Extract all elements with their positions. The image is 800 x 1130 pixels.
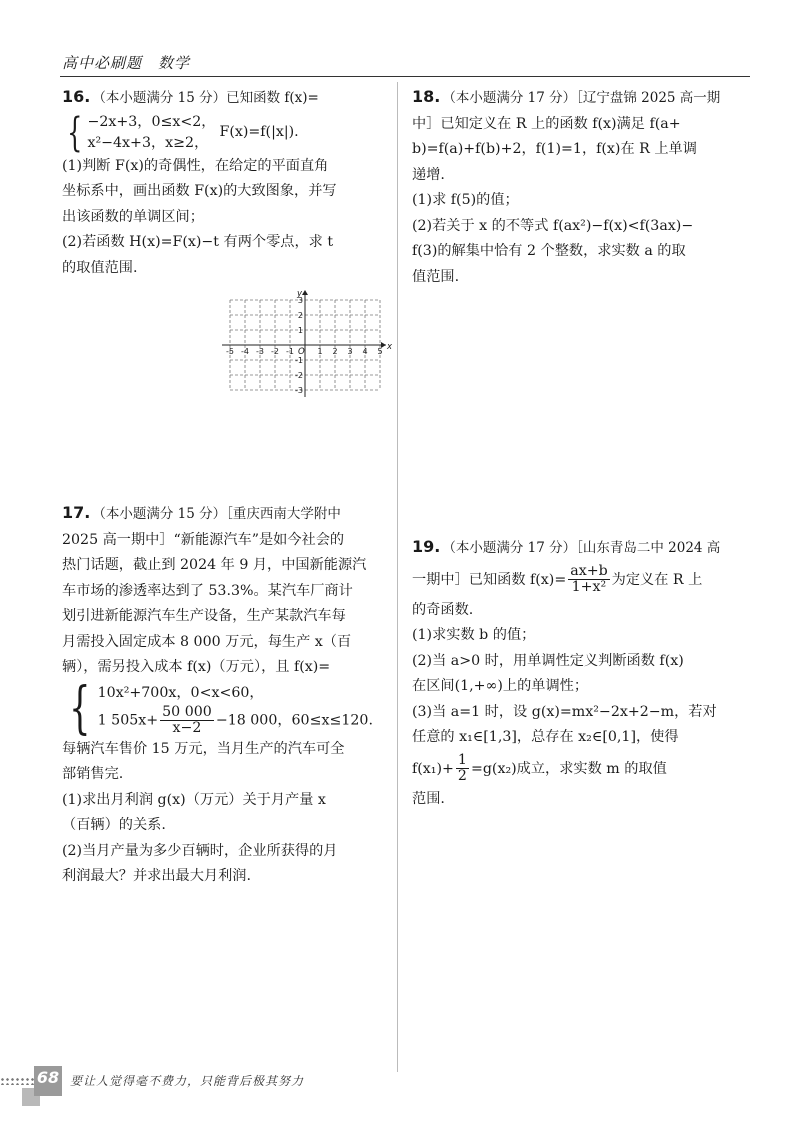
part-2-line: f(3)的解集中恰有 2 个整数，求实数 a 的取 [412,243,686,259]
part-2-line: (2)当月产量为多少百辆时，企业所获得的月 [62,842,338,859]
part-1-line: 出该函数的单调区间； [62,208,204,225]
part-2-line: 在区间(1,+∞)上的单调性； [412,678,589,694]
page-number: 68 [36,1068,60,1087]
question-number: 19. [412,537,441,556]
fraction-numerator: 1 [457,752,467,768]
page-header: 高中必刷题 数学 [62,54,191,72]
question-line: 一期中］已知函数 f(x)= [412,571,567,588]
part-1-line: （百辆）的关系. [62,817,166,833]
question-number: 17. [62,503,91,522]
piece-2-tail: −18 000，60≤x≤120. [215,712,373,728]
question-line-with-fraction [412,562,727,598]
question-line: 为定义在 R 上 [611,571,703,588]
part-3-term: f(x₁)+ [412,760,454,777]
part-3-line-with-fraction [412,751,727,787]
question-line: b)=f(a)+f(b)+2，f(1)=1，f(x)在 R 上单调 [412,141,697,157]
part-3-line: 范围. [412,790,445,807]
part-3-tail: =g(x₂)成立，求实数 m 的取值 [470,760,667,777]
part-3-line: (3)当 a=1 时，设 g(x)=mx²−2x+2−m，若对 [412,703,717,720]
coordinate-grid [220,287,395,406]
question-line: （本小题满分 17 分）［山东青岛二中 2024 高 [442,540,721,556]
x-tick-label: 2 [332,347,338,356]
footer-dots [0,1077,36,1085]
question-lead: （本小题满分 15 分）已知函数 f(x)= [92,90,319,106]
x-tick-label: 4 [362,347,368,356]
question-line: 每辆汽车售价 15 万元，当月生产的汽车可全 [62,740,345,757]
y-tick-label: 3 [297,296,303,305]
question-line: 热门话题，截止到 2024 年 9 月，中国新能源汽 [62,557,367,573]
y-tick-label: -2 [295,371,303,380]
x-axis-label: x [387,342,393,352]
question-line: 车市场的渗透率达到了 53.3%。某汽车厂商计 [62,582,353,599]
y-tick-label: -3 [295,386,303,395]
question-line: （本小题满分 17 分）［辽宁盘锦 2025 高一期 [442,90,721,106]
question-line: 的奇函数. [412,601,474,618]
question-line: 中］已知定义在 R 上的函数 f(x)满足 f(a+ [412,115,681,132]
brace-icon: { [69,675,91,741]
function-definition: F(x)=f(|x|). [219,123,299,140]
question-line: 辆），需另投入成本 f(x)（万元），且 f(x)= [62,659,331,675]
fraction [160,705,214,736]
x-tick-label: 3 [347,347,353,356]
question-number: 16. [62,87,91,106]
x-tick-label: -5 [226,347,234,356]
part-3-line: 任意的 x₁∈[1,3]，总存在 x₂∈[0,1]，使得 [412,729,679,745]
piecewise-function [62,675,377,741]
question-line: 划引进新能源汽车生产设备，生产某款汽车每 [62,608,346,624]
piece-2 [98,705,373,736]
y-tick-label: 2 [297,311,303,320]
piecewise-function [62,109,377,156]
part-2-line: (2)当 a>0 时，用单调性定义判断函数 f(x) [412,652,684,669]
x-tick-label: 5 [377,347,383,356]
part-1-line: (1)求实数 b 的值； [412,627,536,643]
part-1-line: 坐标系中，画出函数 F(x)的大致图象，并写 [62,183,337,199]
fraction [456,753,469,784]
part-2-line: 的取值范围. [62,259,138,276]
question-line: 部销售完. [62,766,124,782]
question-line: 2025 高一期中］“新能源汽车”是如今社会的 [62,531,345,548]
origin-label: O [298,347,305,357]
x-tick-label: -2 [271,347,279,356]
piece-1: 10x²+700x，0<x<60， [97,684,264,701]
footer-motto: 要让人觉得毫不费力，只能背后极其努力 [70,1074,305,1088]
x-tick-label: -4 [241,347,249,356]
piece-2: x²−4x+3，x≥2， [87,134,209,151]
y-tick-label: 1 [297,326,303,335]
question-16 [62,84,377,281]
question-line: 月需投入固定成本 8 000 万元，每生产 x（百 [62,633,352,650]
question-line: （本小题满分 15 分）［重庆西南大学附中 [92,506,341,522]
x-tick-label: -3 [256,347,264,356]
fraction [568,564,609,595]
fraction-denominator: 1+x² [571,579,607,595]
fraction-numerator: 50 000 [162,703,212,720]
x-tick-label: -1 [286,347,294,356]
y-tick-label: -1 [295,356,303,365]
fraction-denominator: 2 [457,768,467,784]
brace-icon: { [67,109,83,156]
fraction-numerator: ax+b [570,563,608,579]
question-17 [62,500,377,890]
piece-2-term: 1 505x+ [97,712,159,728]
part-1-line: (1)判断 F(x)的奇偶性，在给定的平面直角 [62,157,329,174]
piece-1: −2x+3，0≤x<2， [87,113,216,130]
question-18 [412,84,727,290]
x-tick-label: 1 [317,347,323,356]
part-1-line: (1)求出月利润 g(x)（万元）关于月产量 x [62,791,326,808]
part-2-line: 利润最大？并求出最大月利润. [62,868,251,884]
header-rule [60,76,750,77]
question-number: 18. [412,87,441,106]
part-2-line: (2)若关于 x 的不等式 f(ax²)−f(x)<f(3ax)− [412,217,694,234]
coordinate-plane-svg [220,287,395,402]
fraction-denominator: x−2 [172,719,202,736]
part-2-line: (2)若函数 H(x)=F(x)−t 有两个零点，求 t [62,234,334,250]
part-1-line: (1)求 f(5)的值； [412,192,519,208]
y-axis-label: y [297,289,303,299]
part-2-line: 值范围. [412,268,460,285]
question-19 [412,534,727,812]
column-divider [397,82,398,1072]
question-line: 递增. [412,166,445,183]
